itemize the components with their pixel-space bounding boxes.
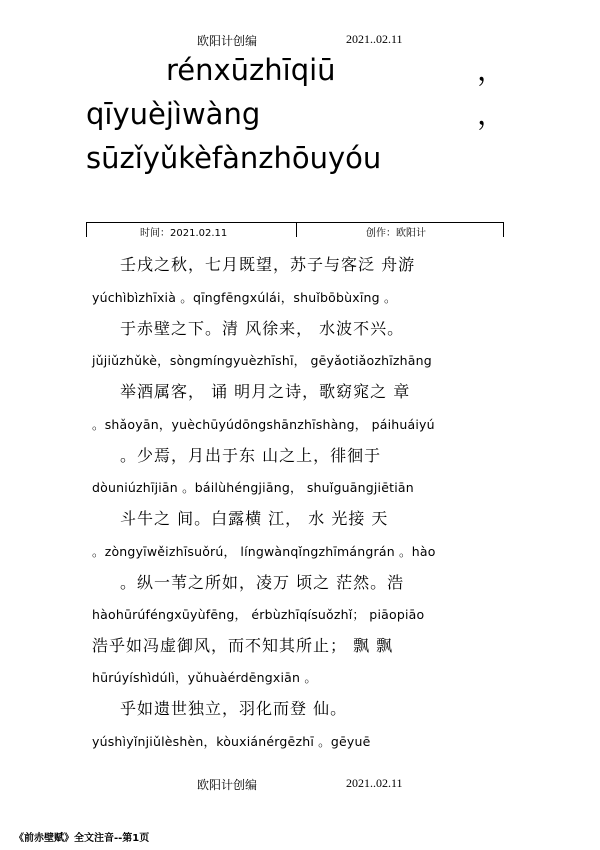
meta-tick-left (86, 223, 87, 237)
text-line: 。少焉，月出于东 山之上，徘徊于 (120, 446, 382, 465)
title-comma-1: ， (476, 53, 506, 87)
header-author: 欧阳计创编 (197, 34, 258, 48)
pinyin-line: jǔjiǔzhǔkè，sòngmíngyuèzhīshī， gēyǎotiǎozhīzhāng (92, 353, 432, 368)
page-number-label: 《前赤壁赋》全文注音--第1页 (14, 833, 150, 844)
pinyin-line: hàohūrúféngxūyùfēng， érbùzhīqísuǒzhǐ； piāopiāo (92, 607, 425, 622)
footer-date: 2021..02.11 (346, 776, 403, 790)
text-line: 斗牛之 间。白露横 江， 水 光接 天 (120, 509, 389, 528)
title-comma-2: ， (476, 97, 506, 131)
pinyin-line: 。zòngyīwěizhīsuǒrú， língwànqǐngzhīmángrán 。hào (92, 544, 436, 559)
meta-time: 时间：2021.02.11 (140, 228, 228, 239)
pinyin-line: yúshìyǐnjiǔlèshèn，kòuxiánérgēzhī 。gēyuē (92, 734, 371, 749)
pinyin-line: dòuniúzhījiān 。báilùhéngjiāng， shuǐguāngjiētiān (92, 480, 414, 495)
meta-bar (86, 222, 504, 237)
text-line: 于赤壁之下。清 风徐来， 水波不兴。 (120, 319, 405, 338)
title-line-2-text: qīyuèjìwàng (86, 97, 261, 131)
text-line: 壬戌之秋，七月既望，苏子与客泛 舟游 (120, 255, 416, 274)
text-line: 浩乎如冯虚御风，而不知其所止； 飘 飘 (92, 636, 394, 655)
title-line-1-text: rénxūzhīqiū (166, 53, 336, 87)
title-line-3-text: sūzǐyǔkèfànzhōuyóu (86, 141, 382, 175)
pinyin-line: 。shǎoyān，yuèchūyúdōngshānzhīshàng， páihuáiyú (92, 417, 435, 432)
meta-tick-middle (296, 223, 297, 237)
title-line-1 (86, 48, 506, 92)
pinyin-line: yúchìbìzhīxià 。qīngfēngxúlái，shuǐbōbùxīng 。 (92, 290, 397, 305)
meta-author: 创作：欧阳计 (366, 228, 426, 239)
text-line: 。纵一苇之所如，凌万 顷之 茫然。浩 (120, 573, 405, 592)
footer-author: 欧阳计创编 (197, 778, 258, 792)
pinyin-line: hūrúyíshìdúlì，yǔhuàérdēngxiān 。 (92, 670, 318, 685)
text-line: 乎如遗世独立，羽化而登 仙。 (120, 699, 348, 718)
title-line-3 (86, 136, 506, 180)
document-title (86, 48, 506, 180)
text-line: 举酒属客， 诵 明月之诗，歌窈窕之 章 (120, 382, 411, 401)
meta-tick-right (503, 223, 504, 237)
header-date: 2021..02.11 (346, 32, 403, 46)
title-line-2 (86, 92, 506, 136)
